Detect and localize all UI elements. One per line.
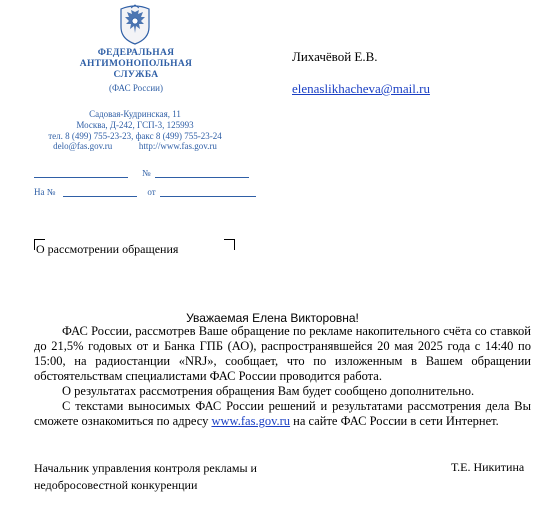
registration-number-line <box>34 168 249 178</box>
fas-website-link[interactable]: www.fas.gov.ru <box>211 414 291 428</box>
signatory-name: Т.Е. Никитина <box>451 460 525 474</box>
organization-short-name: (ФАС России) <box>109 83 163 93</box>
organization-name <box>48 48 224 81</box>
ref-date-blank <box>160 187 256 197</box>
number-sign: № <box>142 168 151 178</box>
body-text-segment: на сайте ФАС России в сети Интернет. <box>290 414 499 428</box>
address-line: Москва, Д-242, ГСП-3, 125993 <box>76 120 194 130</box>
reference-number-line <box>34 187 256 197</box>
body-paragraph: ФАС России, рассмотрев Ваше обращение по рекламе накопительного счёта со ставкой до 21,5% годовых от и Банка ГПБ (АО), распространявшейся 20 мая 2025 года с 14:40 по 15:00, на радиостанции «NRJ», сообщает, что по изложенным в Вашем обращении обстоятельствам специалистами ФАС России проводится работа. <box>34 324 531 383</box>
signatory-position <box>34 460 334 494</box>
salutation: Уважаемая Елена Викторовна! <box>186 311 359 325</box>
contacts <box>20 141 250 151</box>
body-text-segment: С текстами выносимых ФАС России решений и результатами рассмотрения дела Вы сможете ознакомиться по адресу <box>34 399 531 428</box>
letter-body <box>34 324 531 429</box>
address-line: тел. 8 (499) 755-23-23, факс 8 (499) 755-23-24 <box>48 131 222 141</box>
recipient-name: Лихачёвой Е.В. <box>292 49 378 64</box>
body-paragraph: О результатах рассмотрения обращения Вам будет сообщено дополнительно. <box>62 384 475 398</box>
org-line: ФЕДЕРАЛЬНАЯ <box>97 48 175 58</box>
position-line: Начальник управления контроля рекламы и <box>34 461 257 475</box>
from-label: от <box>147 187 156 197</box>
ref-number-blank <box>63 187 137 197</box>
org-line: СЛУЖБА <box>113 70 159 80</box>
org-email[interactable]: delo@fas.gov.ru <box>53 141 113 151</box>
subject: О рассмотрении обращения <box>36 242 179 256</box>
date-blank <box>34 168 128 178</box>
recipient-email[interactable]: elenaslikhacheva@mail.ru <box>292 81 430 96</box>
subject-corner-right <box>224 239 235 250</box>
address-line: Садовая-Кудринская, 11 <box>89 109 181 119</box>
number-blank <box>155 168 249 178</box>
org-line: АНТИМОНОПОЛЬНАЯ <box>79 59 193 69</box>
position-line: недобросовестной конкуренции <box>34 478 198 492</box>
russian-coat-of-arms-icon <box>117 3 153 45</box>
org-website[interactable]: http://www.fas.gov.ru <box>138 141 217 151</box>
on-number-label: На № <box>34 187 56 197</box>
body-paragraph <box>34 399 531 429</box>
